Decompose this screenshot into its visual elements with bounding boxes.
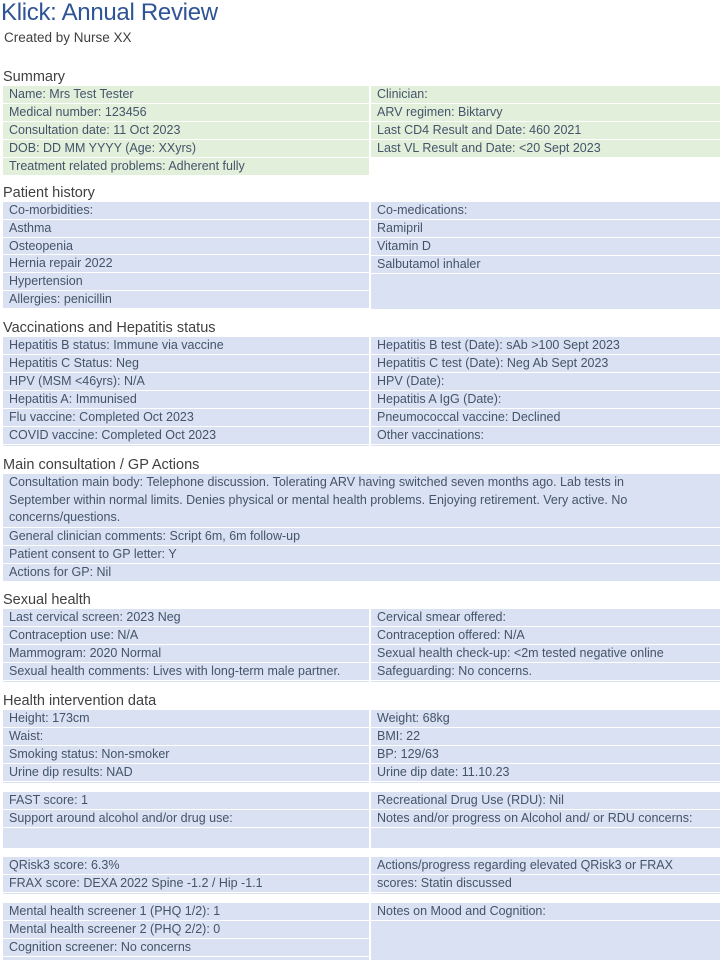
field-row: General clinician comments: Script 6m, 6m follow-up: [3, 528, 720, 546]
field-row: FAST score: 1: [3, 792, 369, 810]
consultation-column: [3, 474, 720, 582]
intervention-table-1: [3, 710, 720, 783]
field-row: Sexual health comments: Lives with long-term male partner.: [3, 663, 369, 681]
empty-area: [371, 782, 720, 783]
field-row: ARV regimen: Biktarvy: [371, 104, 720, 122]
page-title: Klick: Annual Review: [1, 0, 218, 26]
field-row: Support around alcohol and/or drug use:: [3, 810, 369, 828]
summary-table: [3, 86, 720, 176]
intervention-table-2-right-column: [371, 792, 720, 848]
intervention-table-4-left-column: [3, 903, 369, 960]
field-row: Recreational Drug Use (RDU): Nil: [371, 792, 720, 810]
field-row: Sexual health check-up: <2m tested negative online: [371, 645, 720, 663]
patient-history-table-right-column: [371, 202, 720, 309]
empty-area: [371, 921, 720, 960]
vaccinations-heading: Vaccinations and Hepatitis status: [3, 320, 216, 336]
empty-area: [371, 828, 720, 848]
field-row: Urine dip results: NAD: [3, 764, 369, 782]
field-row: Last cervical screen: 2023 Neg: [3, 609, 369, 627]
sexual-health-heading: Sexual health: [3, 591, 91, 608]
empty-area: [371, 893, 720, 894]
field-row: Co-medications:: [371, 202, 720, 220]
empty-area: [3, 681, 369, 682]
empty-area: [3, 957, 369, 960]
field-row: Height: 173cm: [3, 710, 369, 728]
field-row: Clinician:: [371, 86, 720, 104]
consultation-table: [3, 474, 720, 582]
intervention-table-4: [3, 903, 720, 960]
field-row: Notes on Mood and Cognition:: [371, 903, 720, 921]
field-row: Last CD4 Result and Date: 460 2021: [371, 122, 720, 140]
field-row: Contraception use: N/A: [3, 627, 369, 645]
field-row: Hernia repair 2022: [3, 255, 369, 273]
field-row: Smoking status: Non-smoker: [3, 746, 369, 764]
field-row: Consultation date: 11 Oct 2023: [3, 122, 369, 140]
empty-area: [3, 445, 369, 446]
field-row: Hepatitis A: Immunised: [3, 391, 369, 409]
field-row: Notes and/or progress on Alcohol and/ or RDU concerns:: [371, 810, 720, 828]
field-row: Pneumococcal vaccine: Declined: [371, 409, 720, 427]
field-row: Ramipril: [371, 220, 720, 238]
field-row: scores: Statin discussed: [371, 875, 720, 893]
field-row: Actions for GP: Nil: [3, 564, 720, 582]
empty-area: [3, 782, 369, 783]
field-row: Cervical smear offered:: [371, 609, 720, 627]
patient-history-heading: Patient history: [3, 185, 95, 201]
patient-history-table: [3, 202, 720, 309]
field-row: Weight: 68kg: [371, 710, 720, 728]
summary-table-left-column: [3, 86, 369, 176]
intervention-table-3-right-column: [371, 857, 720, 894]
intervention-table-1-right-column: [371, 710, 720, 783]
field-row: Co-morbidities:: [3, 202, 369, 220]
field-row: Hepatitis B test (Date): sAb >100 Sept 2023: [371, 337, 720, 355]
vaccinations-table-right-column: [371, 337, 720, 446]
main-consultation-heading: Main consultation / GP Actions: [3, 457, 200, 473]
intervention-table-1-left-column: [3, 710, 369, 783]
field-row: Urine dip date: 11.10.23: [371, 764, 720, 782]
field-row: Hepatitis A IgG (Date):: [371, 391, 720, 409]
field-row: FRAX score: DEXA 2022 Spine -1.2 / Hip -1.1: [3, 875, 369, 893]
sexual-health-table-left-column: [3, 609, 369, 682]
field-row: Medical number: 123456: [3, 104, 369, 122]
field-row: Hepatitis C Status: Neg: [3, 355, 369, 373]
field-row: Hepatitis B status: Immune via vaccine: [3, 337, 369, 355]
field-row: Contraception offered: N/A: [371, 627, 720, 645]
field-row: Mental health screener 2 (PHQ 2/2): 0: [3, 921, 369, 939]
field-row: BMI: 22: [371, 728, 720, 746]
field-row: QRisk3 score: 6.3%: [3, 857, 369, 875]
empty-area: [371, 274, 720, 309]
field-row: Safeguarding: No concerns.: [371, 663, 720, 681]
field-row: Vitamin D: [371, 238, 720, 256]
field-row: Last VL Result and Date: <20 Sept 2023: [371, 140, 720, 158]
sexual-health-table: [3, 609, 720, 682]
health-intervention-heading: Health intervention data: [3, 692, 157, 709]
field-row: Other vaccinations:: [371, 427, 720, 445]
page-subtitle: Created by Nurse XX: [4, 30, 132, 45]
field-row: Cognition screener: No concerns: [3, 939, 369, 957]
field-row: Asthma: [3, 220, 369, 238]
field-row: HPV (Date):: [371, 373, 720, 391]
field-row: Salbutamol inhaler: [371, 256, 720, 274]
vaccinations-table: [3, 337, 720, 446]
field-row: Patient consent to GP letter: Y: [3, 546, 720, 564]
field-row: Treatment related problems: Adherent fully: [3, 158, 369, 176]
summary-table-right-column: [371, 86, 720, 176]
intervention-table-3-left-column: [3, 857, 369, 894]
field-row: Flu vaccine: Completed Oct 2023: [3, 409, 369, 427]
field-row: Waist:: [3, 728, 369, 746]
field-row: DOB: DD MM YYYY (Age: XXyrs): [3, 140, 369, 158]
field-row: Hypertension: [3, 273, 369, 291]
intervention-table-2: [3, 792, 720, 848]
field-row: HPV (MSM <46yrs): N/A: [3, 373, 369, 391]
intervention-table-2-left-column: [3, 792, 369, 848]
field-row: Mental health screener 1 (PHQ 1/2): 1: [3, 903, 369, 921]
sexual-health-table-right-column: [371, 609, 720, 682]
intervention-table-4-right-column: [371, 903, 720, 960]
field-row: BP: 129/63: [371, 746, 720, 764]
summary-heading: Summary: [3, 69, 66, 85]
field-row: Hepatitis C test (Date): Neg Ab Sept 2023: [371, 355, 720, 373]
empty-area: [371, 681, 720, 682]
intervention-table-3: [3, 857, 720, 894]
field-row: Osteopenia: [3, 238, 369, 256]
field-row: Actions/progress regarding elevated QRisk3 or FRAX: [371, 857, 720, 875]
empty-area: [371, 158, 720, 176]
consultation-body: Consultation main body: Telephone discussion. Tolerating ARV having switched seven months ago. Lab tests in September within normal limits. Denies physical or mental health problems. Enjoying retirement. Very active. No concerns/questions.: [3, 474, 720, 528]
field-row: Allergies: penicillin: [3, 291, 369, 309]
empty-area: [3, 893, 369, 894]
field-row: Name: Mrs Test Tester: [3, 86, 369, 104]
empty-area: [371, 445, 720, 446]
field-row: COVID vaccine: Completed Oct 2023: [3, 427, 369, 445]
empty-area: [3, 828, 369, 848]
field-row: Mammogram: 2020 Normal: [3, 645, 369, 663]
vaccinations-table-left-column: [3, 337, 369, 446]
patient-history-table-left-column: [3, 202, 369, 309]
